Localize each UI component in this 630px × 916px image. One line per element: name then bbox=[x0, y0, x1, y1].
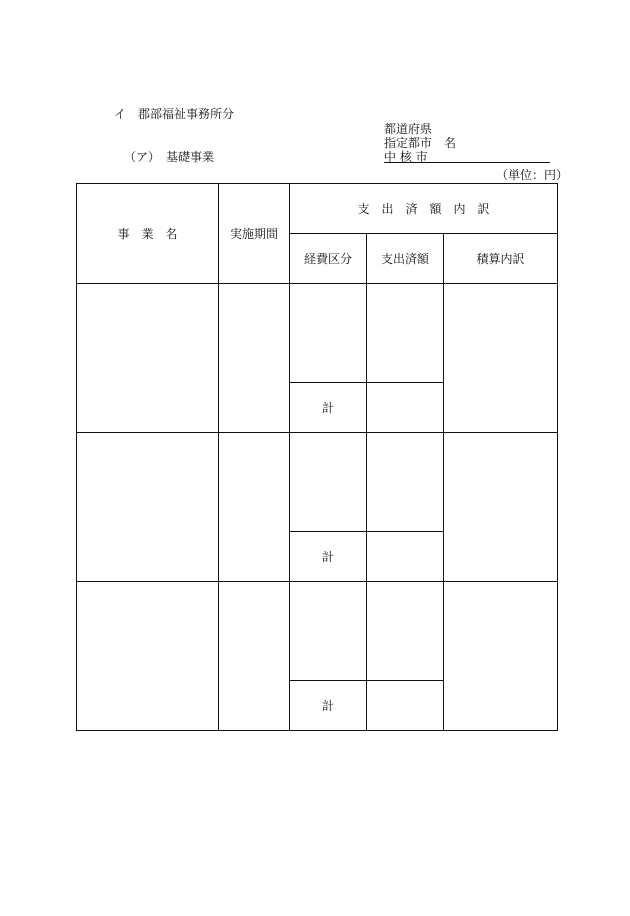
name-label: 名 bbox=[444, 136, 457, 150]
prefecture-label: 都道府県 bbox=[384, 122, 433, 136]
expense-category-cell[interactable] bbox=[290, 582, 367, 681]
expense-category-cell[interactable] bbox=[290, 433, 367, 532]
unit-label: （単位：円） bbox=[496, 168, 569, 182]
header-expense-category: 経費区分 bbox=[290, 234, 367, 284]
header-expenditure-breakdown: 支 出 済 額 内 訳 bbox=[290, 184, 558, 234]
total-label: 計 bbox=[290, 532, 367, 582]
header-project-name: 事 業 名 bbox=[77, 184, 219, 284]
breakdown-cell[interactable] bbox=[444, 582, 558, 731]
project-name-cell[interactable] bbox=[77, 433, 219, 582]
breakdown-cell[interactable] bbox=[444, 284, 558, 433]
subsection-title: （ア） 基礎事業 bbox=[124, 150, 215, 164]
project-name-cell[interactable] bbox=[77, 582, 219, 731]
project-name-cell[interactable] bbox=[77, 284, 219, 433]
period-cell[interactable] bbox=[219, 433, 290, 582]
expended-amount-cell[interactable] bbox=[367, 582, 444, 681]
total-label: 計 bbox=[290, 383, 367, 433]
expended-amount-cell[interactable] bbox=[367, 433, 444, 532]
header-period: 実施期間 bbox=[219, 184, 290, 284]
breakdown-cell[interactable] bbox=[444, 433, 558, 582]
total-amount-cell[interactable] bbox=[367, 532, 444, 582]
period-cell[interactable] bbox=[219, 284, 290, 433]
header-expended-amount: 支出済額 bbox=[367, 234, 444, 284]
total-amount-cell[interactable] bbox=[367, 681, 444, 731]
total-amount-cell[interactable] bbox=[367, 383, 444, 433]
expense-category-cell[interactable] bbox=[290, 284, 367, 383]
expenditure-table bbox=[76, 183, 558, 731]
core-city-label: 中 核 市 bbox=[384, 150, 428, 164]
name-underline bbox=[384, 162, 550, 163]
designated-city-label: 指定都市 bbox=[384, 136, 433, 150]
section-title: イ 郡部福祉事務所分 bbox=[114, 107, 235, 121]
period-cell[interactable] bbox=[219, 582, 290, 731]
expended-amount-cell[interactable] bbox=[367, 284, 444, 383]
total-label: 計 bbox=[290, 681, 367, 731]
header-breakdown: 積算内訳 bbox=[444, 234, 558, 284]
